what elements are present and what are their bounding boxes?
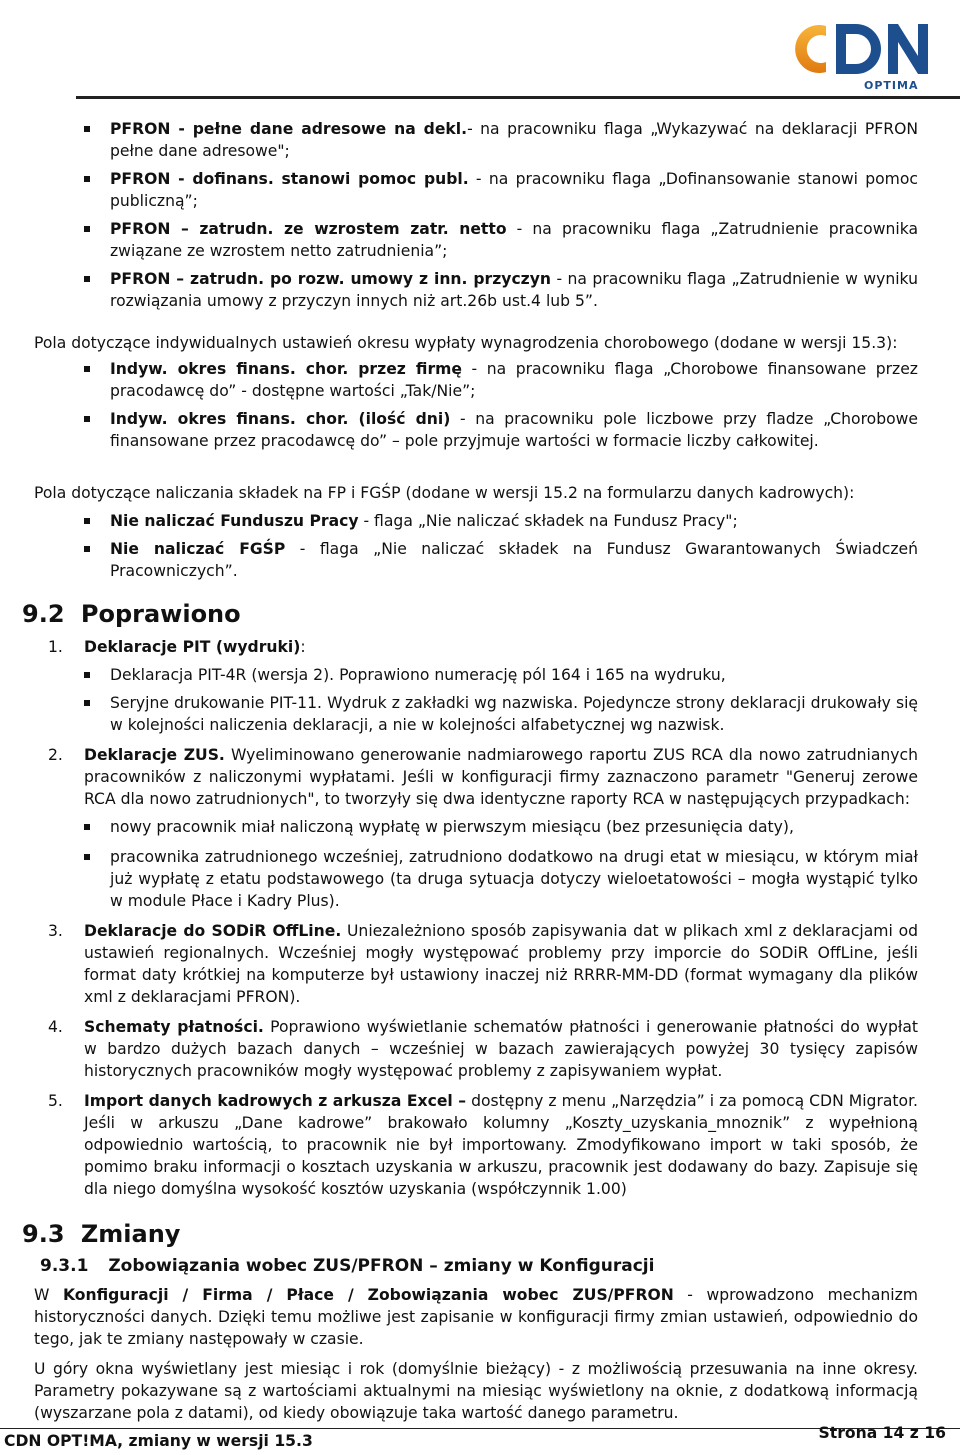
item-bold: Import danych kadrowych z arkusza Excel – <box>84 1092 467 1110</box>
section-heading-9-3 <box>22 1220 960 1248</box>
svg-text:OPTIMA: OPTIMA <box>864 79 919 92</box>
item-text: - na pracowniku flaga „Chorobowe finansowane przez pracodawcę do” - dostępne wartości „Tak/Nie”; <box>110 360 918 400</box>
item-bold: PFRON - pełne dane adresowe na dekl. <box>110 120 468 138</box>
footer-doc-title: CDN OPT!MA, zmiany w wersji 15.3 <box>4 1432 313 1450</box>
item-bold: PFRON – zatrudn. po rozw. umowy z inn. przyczyn <box>110 270 552 288</box>
item-text: Wyeliminowano generowanie nadmiarowego raportu ZUS RCA dla nowo zatrudnianych pracowników z naliczonymi wypłatami. Jeśli w konfiguracji firmy zaznaczono parametr "Generuj zerowe RCA dla nowo zatrudnionych", to tworzyły się dwa identyczne raporty RCA w następujących przypadkach: <box>84 746 918 808</box>
pfron-list <box>78 118 918 312</box>
section-number: 9.2 <box>22 600 65 628</box>
item-number: 4. <box>48 1018 63 1036</box>
list-item <box>78 408 918 452</box>
section-heading-9-2 <box>22 600 960 628</box>
list-92-item-4 <box>34 1016 918 1082</box>
header-rule <box>76 96 960 99</box>
para-bold: Konfiguracji / Firma / Płace / Zobowiązania wobec ZUS/PFRON <box>62 1286 674 1304</box>
section-title: Zobowiązania wobec ZUS/PFRON – zmiany w Konfiguracji <box>108 1256 655 1276</box>
paragraph-931-2: U góry okna wyświetlany jest miesiąc i rok (domyślnie bieżący) - z możliwością przesuwania na inne okresy. Parametry pokazywane są z wartościami aktualnymi na miesiąc wyświetlony na oknie, z dodatkową informacją (wyszarzane pola z datami), od kiedy obowiązuje taka wartość danego parametru. <box>34 1360 918 1422</box>
chorobowe-list <box>78 358 918 452</box>
list-item <box>78 218 918 262</box>
item-text: - na pracowniku flaga „Dofinansowanie stanowi pomoc publiczną”; <box>110 170 918 210</box>
item-text: - flaga „Nie naliczać składek na Fundusz Gwarantowanych Świadczeń Pracowniczych”. <box>110 540 918 580</box>
section-title: Poprawiono <box>80 600 241 628</box>
para-pre: W <box>34 1286 63 1304</box>
cdn-optima-logo <box>788 14 938 92</box>
fp-intro: Pola dotyczące naliczania składek na FP i FGŚP (dodane w wersji 15.2 na formularzu danych kadrowych): <box>34 484 855 502</box>
item-bold: Deklaracje ZUS. <box>84 746 225 764</box>
item-number: 5. <box>48 1092 63 1110</box>
fp-list <box>78 510 918 582</box>
sub-item: pracownika zatrudnionego wcześniej, zatrudniono dodatkowo na drugi etat w miesiącu, w którym miał już wypłatę z etatu podstawowego (ta druga sytuacja dotyczy wieloetatowości – mogła wystąpić tylko w module Płace i Kadry Plus). <box>78 846 918 912</box>
item-bold: Indyw. okres finans. chor. (ilość dni) <box>110 410 451 428</box>
item-bold: PFRON – zatrudn. ze wzrostem zatr. netto <box>110 220 507 238</box>
item-number: 3. <box>48 922 63 940</box>
section-number: 9.3.1 <box>40 1256 89 1276</box>
paragraph-931-1 <box>34 1284 918 1350</box>
list-item <box>78 268 918 312</box>
section-heading-9-3-1 <box>40 1256 960 1276</box>
footer-page-number: Strona 14 z 16 <box>818 1424 946 1442</box>
document-body <box>0 118 960 1424</box>
item-text: - na pracowniku flaga „Wykazywać na deklaracji PFRON pełne dane adresowe"; <box>110 120 919 160</box>
item-text: - na pracowniku flaga „Zatrudnienie w wyniku rozwiązania umowy z przyczyn innych niż art.26b ust.4 lub 5”. <box>110 270 918 310</box>
list-92-item-1-subs <box>78 664 918 736</box>
item-bold: Deklaracje do SODiR OffLine. <box>84 922 342 940</box>
item-text: dostępny z menu „Narzędzia” i za pomocą CDN Migrator. Jeśli w arkuszu „Dane kadrowe” brakowało kolumny „Koszty_uzyskania_mnoznik” z wypełnioną odpowiednio wartością, to pracownik nie był importowany. Zmodyfikowano import w taki sposób, że pomimo braku informacji o kosztach uzyskania w arkuszu, pracownik jest dodawany do bazy. Zapisuje się dla niego domyślna wysokość kosztów uzyskania (współczynnik 1.00) <box>84 1092 918 1198</box>
list-item <box>78 358 918 402</box>
list-92-item-2-subs <box>78 816 918 912</box>
list-item <box>78 510 918 532</box>
list-item <box>78 118 918 162</box>
list-92-item-3 <box>34 920 918 1008</box>
item-bold: Deklaracje PIT (wydruki) <box>84 638 301 656</box>
list-item <box>78 168 918 212</box>
chorobowe-intro: Pola dotyczące indywidualnych ustawień okresu wypłaty wynagrodzenia chorobowego (dodane w wersji 15.3): <box>34 334 898 352</box>
list-92-item-2 <box>34 744 918 810</box>
footer-rule <box>0 1428 960 1429</box>
para-text: - wprowadzono mechanizm historyczności danych. Dzięki temu możliwe jest zapisanie w konfiguracji firmy zmian ustawień, odpowiednio do tego, jak te zmiany następowały w czasie. <box>34 1286 918 1348</box>
item-bold: Nie naliczać FGŚP <box>110 540 286 558</box>
list-92-item-1 <box>34 636 918 658</box>
item-text: - flaga „Nie naliczać składek na Fundusz Pracy"; <box>358 512 738 530</box>
sub-item: Seryjne drukowanie PIT-11. Wydruk z zakładki wg nazwiska. Pojedyncze strony deklaracji drukowały się w kolejności naliczenia deklaracji, a nie w kolejności alfabetycznej wg nazwisk. <box>78 692 918 736</box>
section-number: 9.3 <box>22 1220 65 1248</box>
item-bold: Indyw. okres finans. chor. przez firmę <box>110 360 462 378</box>
sub-item: nowy pracownik miał naliczoną wypłatę w pierwszym miesiącu (bez przesunięcia daty), <box>78 816 918 838</box>
sub-item: Deklaracja PIT-4R (wersja 2). Poprawiono numerację pól 164 i 165 na wydruku, <box>78 664 918 686</box>
item-bold: Nie naliczać Funduszu Pracy <box>110 512 359 530</box>
item-text: - na pracowniku flaga „Zatrudnienie pracownika związane ze wzrostem netto zatrudnienia”; <box>110 220 919 260</box>
section-title: Zmiany <box>80 1220 181 1248</box>
item-number: 2. <box>48 746 63 764</box>
list-item <box>78 538 918 582</box>
item-text: Uniezależniono sposób zapisywania dat w plikach xml z deklaracjami od ustawień regionalnych. Wcześniej mogły występować problemy przy imporcie do SODiR OffLine, jeśli format daty krótkiej na komputerze był ustawiony inaczej niż RRRR-MM-DD (format wymagany dla plików xml z deklaracjami PFRON). <box>84 922 919 1006</box>
item-text: Poprawiono wyświetlanie schematów płatności i generowanie płatności do wypłat w bardzo dużych bazach danych – wcześniej w bazach zawierających powyżej 30 tysięcy zapisów historycznych pracowników mogły występować problemy z zapisywaniem wypłat. <box>84 1018 918 1080</box>
item-text: - na pracowniku pole liczbowe przy fladze „Chorobowe finansowane przez pracodawcę do” – pole przyjmuje wartości w formacie liczby całkowitej. <box>110 410 918 450</box>
item-bold: PFRON - dofinans. stanowi pomoc publ. <box>110 170 469 188</box>
item-number: 1. <box>48 638 63 656</box>
item-text: : <box>300 638 306 656</box>
item-bold: Schematy płatności. <box>84 1018 264 1036</box>
list-92-item-5 <box>34 1090 918 1200</box>
